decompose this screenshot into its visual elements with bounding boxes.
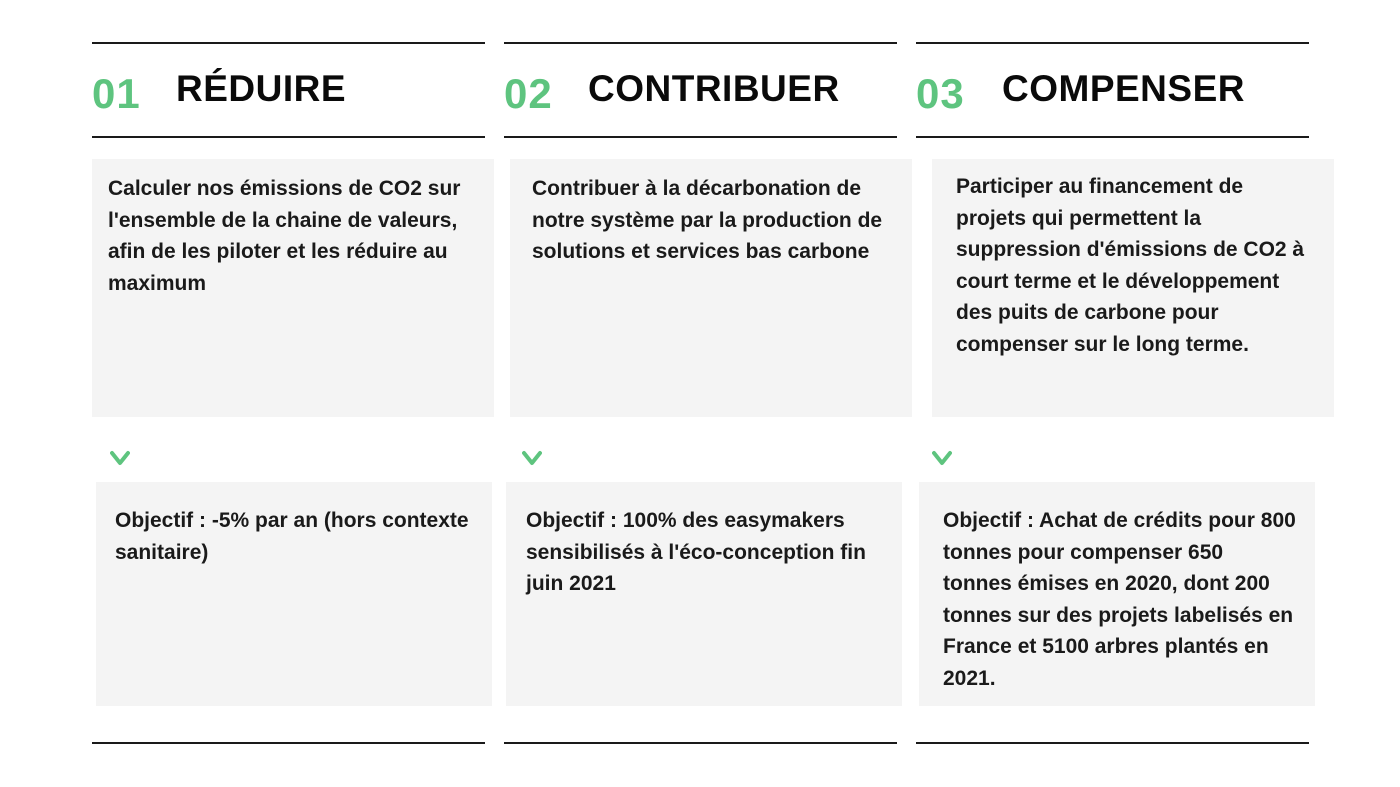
description-box: Participer au financement de projets qui permettent la suppression d'émissions de CO2 à court terme et le développement des puits de carbone pour compenser sur le long terme. [932, 159, 1334, 417]
column-contribuer [502, 0, 922, 787]
column-reduire [90, 0, 510, 787]
header-divider [92, 136, 485, 138]
chevron-down-icon [932, 450, 952, 468]
top-divider [92, 42, 485, 44]
step-number: 01 [92, 70, 141, 117]
step-title: CONTRIBUER [588, 68, 840, 109]
bottom-divider [504, 742, 897, 744]
objective-box: Objectif : 100% des easymakers sensibilisés à l'éco-conception fin juin 2021 [506, 482, 902, 706]
description-box: Calculer nos émissions de CO2 sur l'ensemble de la chaine de valeurs, afin de les piloter et les réduire au maximum [92, 159, 494, 417]
chevron-down-icon [110, 450, 130, 468]
step-number: 03 [916, 70, 965, 117]
top-divider [916, 42, 1309, 44]
objective-box: Objectif : -5% par an (hors contexte sanitaire) [96, 482, 492, 706]
step-number: 02 [504, 70, 553, 117]
description-box: Contribuer à la décarbonation de notre système par la production de solutions et services bas carbone [510, 159, 912, 417]
header-divider [916, 136, 1309, 138]
bottom-divider [92, 742, 485, 744]
column-compenser [914, 0, 1334, 787]
top-divider [504, 42, 897, 44]
step-title: RÉDUIRE [176, 68, 347, 109]
chevron-down-icon [522, 450, 542, 468]
step-title: COMPENSER [1002, 68, 1245, 109]
header-divider [504, 136, 897, 138]
bottom-divider [916, 742, 1309, 744]
objective-box: Objectif : Achat de crédits pour 800 tonnes pour compenser 650 tonnes émises en 2020, dont 200 tonnes sur des projets labelisés en France et 5100 arbres plantés en 2021. [919, 482, 1315, 706]
